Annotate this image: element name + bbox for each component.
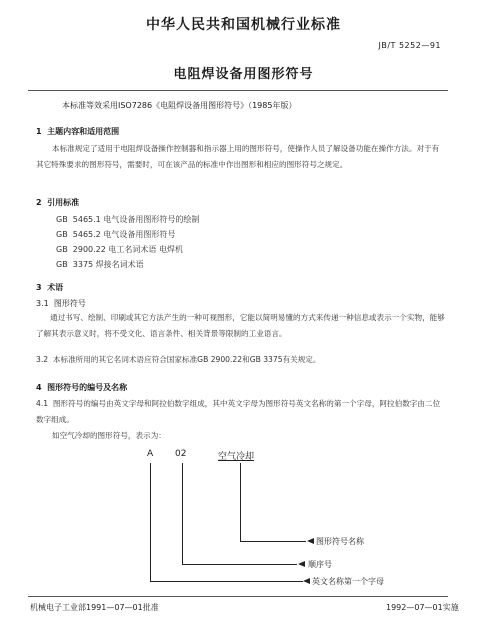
document-title: 电阻焊设备用图形符号: [173, 67, 314, 82]
reference-text: 5465.2 电气设备用图形符号: [72, 230, 176, 239]
clause-text: 图形符号的编号由英文字母和阿拉伯数字组成，其中英文字母为图形符号英文名称的第一个字母，阿拉伯数字由二位数字组成。: [36, 399, 441, 424]
leader-line-letter: [150, 463, 151, 581]
diagram-letter: A: [147, 449, 154, 459]
clause-text: 图形符号: [53, 299, 86, 308]
section-3-number: 3: [36, 283, 42, 292]
standard-category-title: 中华人民共和国机械行业标准: [146, 17, 341, 33]
section-1-title: 主题内容和适用范围: [47, 127, 120, 136]
reference-text: 3375 焊接名词术语: [72, 260, 144, 269]
reference-text: 5465.1 电气设备用图形符号的绘制: [72, 215, 200, 224]
footer-divider: [28, 596, 448, 597]
leader-line-name: [240, 463, 241, 541]
clause-3-1-body: 通过书写、绘制、印刷或其它方法产生的一种可视图形，它能以简明易懂的方式来传递一种信息或表示一个实物，能够了解其表示意义时，将不受文化、语言条件、相关背景等限制的工业语言。: [36, 313, 445, 338]
label-english-initial: 英文名称第一个字母: [312, 577, 384, 586]
section-1-number: 1: [36, 127, 42, 136]
section-4-heading: [36, 382, 127, 393]
section-4-title: 图形符号的编号及名称: [47, 383, 128, 392]
label-symbol-name: 图形符号名称: [316, 537, 364, 546]
clause-4-1-example: 如空气冷却的图形符号，表示为：: [52, 431, 166, 440]
label-sequence-number: 顺序号: [308, 560, 332, 569]
intro-statement: 本标准等效采用ISO7286《电阻焊设备用图形符号》（1985年版）: [62, 101, 297, 110]
clause-4-1: [36, 396, 446, 428]
diagram-number: 02: [175, 449, 187, 459]
pointer-line-name: [240, 541, 306, 542]
clause-number: 3.2: [36, 355, 49, 364]
reference-item: [56, 214, 199, 225]
reference-code: GB: [56, 215, 68, 224]
arrow-icon: [298, 561, 305, 567]
reference-code: GB: [56, 260, 68, 269]
section-4-number: 4: [36, 383, 42, 392]
section-2-title: 引用标准: [47, 198, 80, 207]
effective-date: 1992—07—01实施: [386, 603, 459, 612]
clause-number: 3.1: [36, 299, 49, 308]
section-3-heading: [36, 282, 63, 293]
approval-date: 机械电子工业部1991—07—01批准: [30, 603, 159, 612]
clause-3-1: [36, 298, 86, 309]
pointer-line-letter: [150, 581, 303, 582]
section-3-title: 术语: [47, 283, 64, 292]
reference-text: 2900.22 电工名词术语 电焊机: [72, 245, 183, 254]
diagram-symbol-name: 空气冷却: [218, 452, 255, 462]
reference-item: [56, 244, 183, 255]
arrow-icon: [307, 538, 314, 544]
reference-item: [56, 229, 175, 240]
arrow-icon: [303, 578, 310, 584]
top-divider: [28, 90, 448, 91]
pointer-line-number: [182, 564, 297, 565]
section-1-heading: [36, 126, 119, 137]
reference-code: GB: [56, 245, 68, 254]
section-1-body: 本标准规定了适用于电阻焊设备操作控制器和指示器上用的图形符号，使操作人员了解设备功能在操作方法。对于有其它特殊要求的图形符号，需要时，可在该产品的标准中作出图形和相应的图形符号之规定。: [36, 144, 440, 169]
reference-code: GB: [56, 230, 68, 239]
clause-number: 4.1: [36, 399, 49, 408]
leader-line-number: [182, 463, 183, 564]
section-2-number: 2: [36, 198, 42, 207]
section-2-heading: [36, 197, 79, 208]
clause-text: 本标准所用的其它名词术语应符合国家标准GB 2900.22和GB 3375有关规定。: [52, 355, 321, 364]
reference-item: [56, 259, 144, 270]
standard-number: JB/T 5252—91: [378, 41, 441, 50]
clause-3-2: [36, 352, 446, 368]
